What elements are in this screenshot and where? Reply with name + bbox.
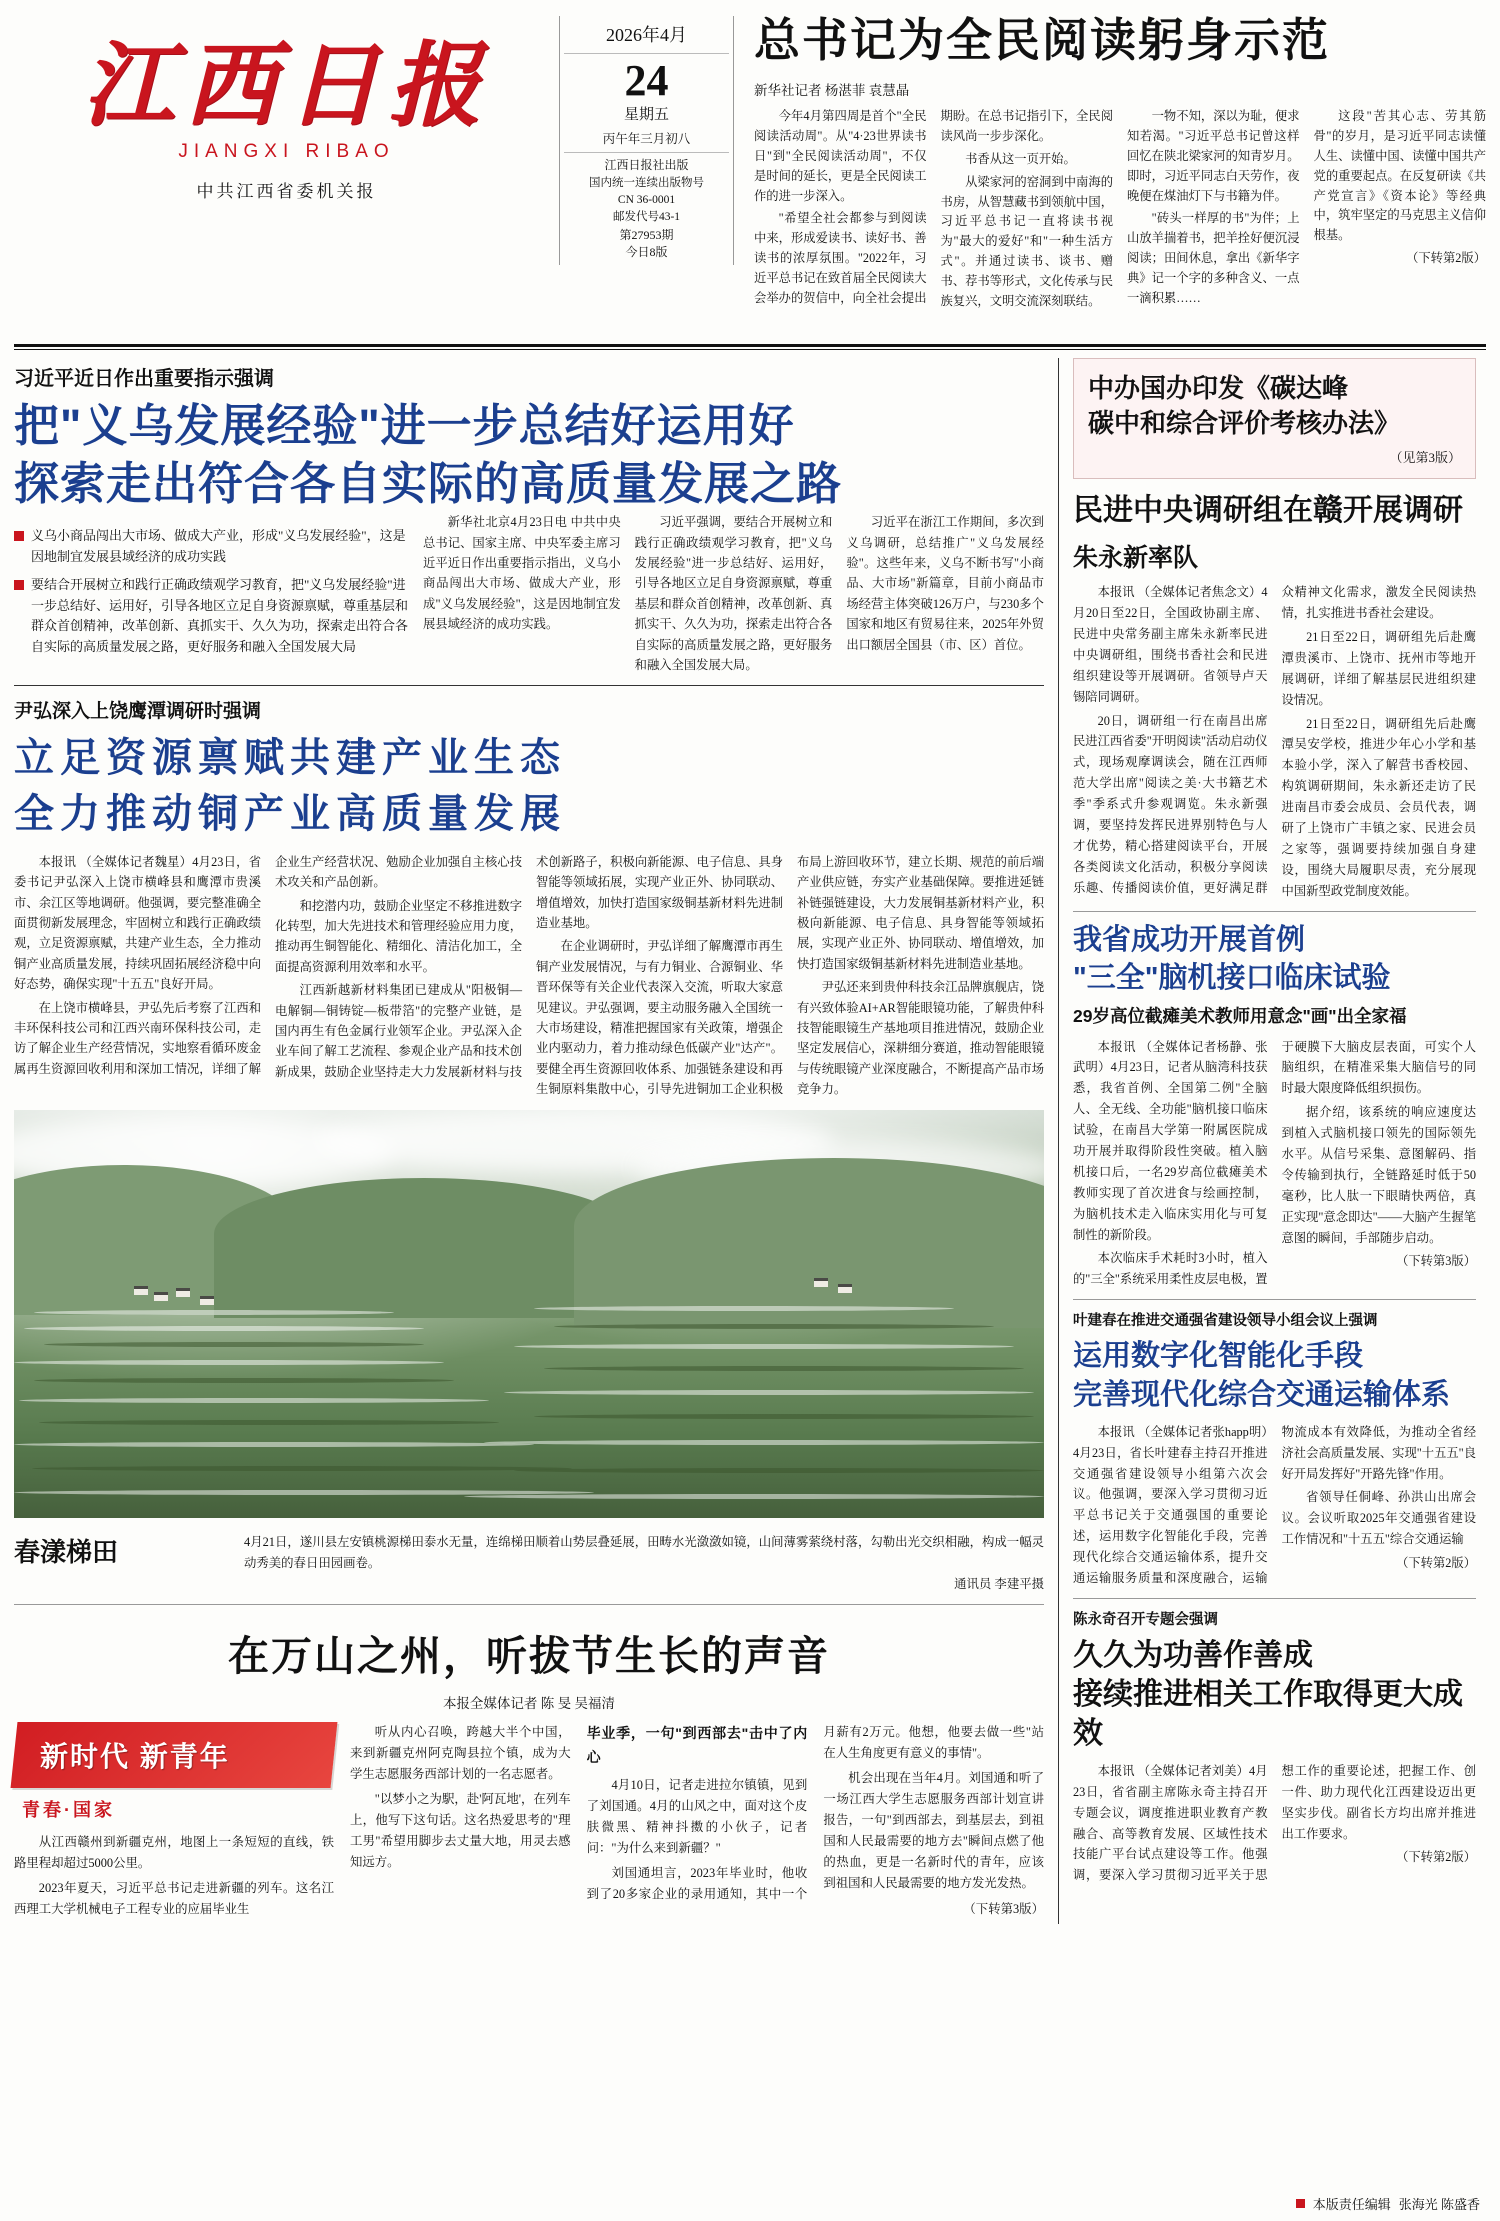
photo-caption-row — [14, 1532, 1044, 1595]
cn-code: CN 36-0001 — [617, 194, 676, 206]
lead-article — [734, 10, 1486, 312]
bullet-square-icon — [14, 531, 24, 541]
photo-terrace — [534, 1306, 954, 1311]
post-code — [564, 209, 729, 226]
masthead-rule-thin — [14, 349, 1486, 350]
date-lunar: 丙午年三月初八 — [564, 130, 729, 153]
feature-jump-ref: （下转第3版） — [963, 1901, 1044, 1916]
date-weekday: 星期五 — [623, 107, 669, 124]
article2-para: 江西新越新材料集团已建成从"阳极铜—电解铜—铜铸锭—板带箔"的完整产业链，是国内再生有色金属行业领军企业。尹弘深入企业车间了解工艺流程、参观企业产品和技术创新成果，鼓励企业坚持走大力发展新材料与技术创新路子，积极向新能源、电子信息、具身智能等领域拓展，实现产业正外、协同联动、增值增效，加快打造国家级铜基新材料先进制造业基地。 — [275, 854, 783, 1079]
photo-credit: 通讯员 李建平摄 — [954, 1576, 1044, 1591]
photo-terrace — [32, 1466, 572, 1471]
sidebar3-kicker: 叶建春在推进交通强省建设领导小组会议上强调 — [1073, 1313, 1378, 1330]
photo-caption-title-slot — [14, 1532, 244, 1595]
article1-para: 新华社北京4月23日电 中共中央总书记、国家主席、中央军委主席习近平近日作出重要指示指出，义乌小商品闯出大市场、做成大产业，形成"义乌发展经验"，这是因地制宜发展县域经济的成功实践。 — [423, 515, 621, 632]
boxed-notice — [1073, 358, 1476, 479]
footer-editors: 张海光 陈盛香 — [1398, 2197, 1480, 2212]
sidebar-divider-2 — [1073, 1299, 1476, 1300]
article2-para: 本报讯 （全媒体记者魏星）4月23日，省委书记尹弘深入上饶市横峰县和鹰潭市贵溪市、余江区等地调研。他强调，要完整准确全面贯彻新发展理念，牢固树立和践行正确政绩观，立足资源禀赋，共建产业生态，全力推动铜产业高质量发展，持续巩固拓展经济稳中向好态势，确保实现"十五五"良好开局。 — [14, 854, 261, 992]
feature-para: 4月10日，记者走进拉尔镇镇，见到了刘国通。4月的山风之中，面对这个皮肤微黑、精神抖擞的小伙子，记者问："为什么来到新疆？" — [586, 1777, 808, 1855]
footer-label: 本版责任编辑 — [1312, 2197, 1391, 2212]
masthead — [14, 10, 1486, 340]
sidebar4-body — [1073, 1761, 1476, 1886]
sidebar4-kicker: 陈永奇召开专题会强调 — [1073, 1611, 1218, 1628]
photo-village-house — [176, 1288, 190, 1297]
sidebar3-para: 省领导任侗峰、孙洪山出席会议。会议听取2025年交通强省建设工作情况和"十五五"综合交通运输 — [1281, 1490, 1476, 1547]
page-body — [14, 358, 1486, 1924]
photo-caption-title: 春漾梯田 — [14, 1536, 119, 1567]
photo-hill — [214, 1178, 634, 1318]
photo-terrace — [34, 1378, 454, 1383]
photo-terrace — [464, 1494, 1044, 1499]
lead-para: "砖头一样厚的书"为伴；上山放羊揣着书，把羊拴好便沉浸阅读；田间休息，拿出《新华字典》记一个字的多种含义、一点一滴积累…… — [1127, 211, 1300, 306]
article2-body — [14, 852, 1044, 1100]
photo-terrace — [14, 1442, 534, 1447]
photo-terrace — [19, 1398, 489, 1403]
article1-para: 习近平强调，要结合开展树立和践行正确政绩观学习教育，把"义乌发展经验"进一步总结好、运用好，引导各地区立足自身资源禀赋，尊重基层和群众首创精神，改革创新、真抓实干、久久为功，探索走出符合各自实际的高质量发展之路，更好服务和融入全国发展大局。 — [634, 515, 833, 673]
masthead-rule-thick — [14, 344, 1486, 347]
photo-terrace — [39, 1420, 499, 1425]
sidebar1-subhead: 朱永新率队 — [1073, 544, 1199, 573]
page-count: 今日8版 — [625, 244, 668, 259]
photo-block — [14, 1110, 1044, 1595]
bullet-text: 义乌小商品闯出大市场、做成大产业，形成"义乌发展经验"，这是因地制宜发展县域经济的成功实践 — [31, 528, 406, 564]
terrace-photo — [14, 1110, 1044, 1518]
article-yinhong-survey — [14, 696, 1044, 1099]
article-feature-xinjiang — [14, 1623, 1044, 1924]
post-label: 邮发代号 — [612, 211, 659, 224]
photo-terrace — [24, 1326, 424, 1331]
article2-para: 尹弘还来到贵仲科技余江品牌旗舰店，饶有兴致体验AI+AR智能眼镜功能，了解贵仲科技智能眼镜生产基地项目推进情况，鼓励企业坚定发展信心，深耕细分赛道，推动智能眼镜与传统眼镜产业深度融合，不断提高产品市场竞争力。 — [797, 980, 1044, 1097]
sidebar-article-3 — [1073, 1309, 1476, 1589]
sidebar1-para: 21日至22日，调研组先后赴鹰潭贵溪市、上饶市、抚州市等地开展调研，详细了解基层民进组织建设情况。 — [1281, 629, 1476, 707]
sidebar-article-4 — [1073, 1608, 1476, 1886]
photo-terrace — [554, 1324, 994, 1329]
sidebar2-body — [1073, 1037, 1476, 1291]
feature-para: 机会出现在当年4月。刘国通和听了一场江西大学生志愿服务西部计划宣讲报告，一句"到西部去，到基层去，到祖国和人民最需要的地方去"瞬间点燃了他的热血，更是一名新时代的青年，应该到祖国和人民最需要的地方发光发热。 — [823, 1771, 1044, 1891]
lead-para: "希望全社会都参与到阅读中来，形成爱读书、读好书、善读书的浓厚氛围。"2022年，习近平总书记在致首届全民阅读大会举办的贺信中，向全社会提出期盼。在总书记指引下，全民阅读风尚一步步深化。 — [754, 108, 1113, 306]
article2-para: 在企业调研时，尹弘详细了解鹰潭市再生铜产业发展情况，与有力铜业、合源铜业、华晋环保等有关企业代表深入交流，听取大家意见建议。尹弘强调，要主动服务融入全国统一大市场建设，精准把握国家有关政策，增强企业内驱动力，着力推动绿色低碳产业"达产"。要健全再生资源回收体系、加强链条建设和再生铜原料集散中心，引导先进铜加工企业积极布局上游回收环节，建立长期、规范的前后端产业供应链，夯实产业基础保障。要推进延链补链强链建设，大力发展铜基新材料产业，积极向新能源、电子信息、具身智能等领域拓展，实现产业正外、协同联动、增值增效，加快打造国家级铜基新材料先进制造业基地。 — [536, 854, 1044, 1097]
lead-headline: 总书记为全民阅读躬身示范 — [754, 14, 1330, 66]
boxed-page-ref: （见第3版） — [1389, 450, 1461, 466]
sidebar4-para: 本报讯 （全媒体记者刘美）4月23日，省省副主席陈永奇主持召开专题会议，调度推进职业教育产教融合、高等教育发展、区域性技术技能广平台试点建设等工作。他强调，要深入学习贯彻习近平关于思想工作的重要论述，把握工作、创一件、助力现代化江西建设迈出更坚实步伐。副省长方均出席并推进出工作要求。 — [1073, 1763, 1476, 1883]
sidebar1-para: 21日至22日，调研组先后赴鹰潭吴安学校，推进少年心小学和基本验小学，深入了解营书香校园、构筑调研期间，朱永新还走访了民进南昌市委会成员、会员代表，调研了上饶市广丰镇之家、民进会员之家等，强调要持续加强自身建设，围绕大局履职尽责，充分展现中国新型政党制度效能。 — [1281, 716, 1476, 898]
bullet-square-icon — [14, 580, 24, 590]
photo-caption-text: 4月21日，遂川县左安镇桃源梯田泰水无量，连绵梯田顺着山势层叠延展，田畴水光潋潋如镜，山间薄雾萦绕村落，勾勒出光交织相融，构成一幅灵动秀美的春日田园画卷。 — [244, 1534, 1044, 1570]
bullet-item — [14, 526, 409, 568]
lead-byline: 新华社记者 杨湛菲 袁慧晶 — [754, 82, 910, 98]
sidebar1-para: 本报讯 （全媒体记者焦念文）4月20日至22日，全国政协副主席、民进中央常务副主席朱永新率民进中央调研组，围绕书香社会和民进组织建设等开展调研。省领导卢天锡陪同调研。 — [1073, 585, 1268, 704]
sidebar1-body — [1073, 582, 1476, 901]
article-xi-instruction — [14, 362, 1044, 675]
sidebar4-jump-ref: （下转第2版） — [1396, 1850, 1476, 1865]
sidebar3-headline-1: 运用数字化智能化手段 — [1073, 1340, 1364, 1373]
date-day: 24 — [624, 56, 669, 106]
post-number: 43-1 — [658, 211, 681, 224]
feature-para: 刘国通坦言，2023年毕业时，他收到了20多家企业的录用通知，其中一个月薪有2万元。他想，他要去做一些"站在人生角度更有意义的事情"。 — [586, 1724, 1044, 1901]
sidebar2-para: 本报讯 （全媒体记者杨静、张武明）4月23日，记者从脑湾科技获悉，我省首例、全国第二例"全脑人、全无线、全功能"脑机接口临床试验，在南昌大学第一附属医院成功开展并取得阶段性突破。植入脑机接口后，一名29岁高位截瘫美术教师实现了首次进食与绘画控制，为脑机技术走入临床实用化与可复制性的新阶段。 — [1073, 1039, 1268, 1242]
paper-subtitle: 中共江西省委机关报 — [196, 181, 377, 201]
feature-para: 听从内心召唤，跨越大半个中国，来到新疆克州阿克陶县拉个镇，成为大学生志愿服务西部计划的一名志愿者。 — [350, 1724, 571, 1782]
divider-1 — [14, 685, 1044, 686]
sidebar2-headline-2: "三全"脑机接口临床试验 — [1073, 961, 1391, 994]
photo-village-house — [838, 1284, 852, 1293]
boxed-headline-2: 碳中和综合评价考核办法》 — [1088, 408, 1401, 439]
article1-headline-1: 把"义乌发展经验"进一步总结好运用好 — [14, 400, 795, 451]
feature-badge-body — [14, 1832, 334, 1920]
article1-kicker: 习近平近日作出重要指示强调 — [14, 368, 274, 390]
lead-body — [754, 107, 1486, 312]
divider-2 — [14, 1604, 1044, 1605]
article1-para: 习近平在浙江工作期间，多次到义乌调研，总结推广"义乌发展经验"。这些年来，义乌不断书写"小商品、大市场"新篇章，目前小商品市场经营主体突破126万户，与230多个国家和地区有贸易往来，2025年外贸出口额居全国县（市、区）首位。 — [846, 515, 1044, 652]
footer-square-icon — [1296, 2199, 1305, 2208]
photo-terrace — [44, 1342, 424, 1347]
serial-label: 国内统一连续出版物号 — [589, 176, 704, 189]
publisher: 江西日报社出版 — [604, 158, 689, 173]
main-column — [14, 358, 1044, 1924]
feature-para: 从江西赣州到新疆克州，地图上一条短短的直线，铁路里程却超过5000公里。 — [14, 1834, 334, 1870]
photo-terrace — [544, 1366, 1024, 1371]
feature-para: "以梦小之为駅，赴'阿瓦地'，在列车上，他写下这句话。这名热爱思考的"理工男"希望用脚步去丈量大地，用灵去感知远方。 — [350, 1792, 571, 1870]
sidebar2-jump-ref: （下转第3版） — [1396, 1254, 1476, 1269]
article1-body — [423, 512, 1044, 675]
series-badge-label: 新时代 新青年 — [40, 1740, 230, 1772]
bullet-text: 要结合开展树立和践行正确政绩观学习教育，把"义乌发展经验"进一步总结好、运用好，引导各地区立足自身资源禀赋，尊重基层和群众首创精神，改革创新、真抓实干、久久为功，探索走出符合各自实际的高质量发展之路，更好服务和融入全国发展大局 — [31, 576, 409, 655]
sidebar3-headline-2: 完善现代化综合交通运输体系 — [1073, 1378, 1451, 1411]
sidebar2-subhead: 29岁高位截瘫美术教师用意念"画"出全家福 — [1073, 1006, 1407, 1027]
photo-terrace — [484, 1440, 1044, 1445]
photo-caption-body — [244, 1532, 1044, 1595]
sidebar2-para: 据介绍，该系统的响应速度达到植入式脑机接口领先的国际领先水平。从信号采集、意图解码、指令传输到执行，全链路延时低于50毫秒，比人肽一下眼睛快两倍，真正实现"意念即达"——大脑产生握笔意图的瞬间，手部随步启动。 — [1281, 1105, 1476, 1245]
series-badge-sub: 青春·国家 — [22, 1799, 115, 1820]
article2-headline-1: 立足资源禀赋共建产业生态 — [14, 736, 566, 781]
photo-village-house — [814, 1278, 828, 1287]
sidebar1-para: 20日，调研组一行在南昌出席民进江西省委"开明阅读"活动启动仪式，现场观摩调读会，随在江西师范大学出席"阅读之美·大书籍艺术季"季系式升参观调览。朱永新强调，要坚持发挥民进界别特色与人才优势，精心搭建阅读平台，开展各类阅读文化活动，积极分享阅读乐趣、传播阅读价值，更好满足群众精神文化需求，激发全民阅读热情，扎实推进书香社会建设。 — [1073, 585, 1476, 895]
sidebar3-jump-ref: （下转第2版） — [1396, 1556, 1476, 1571]
article2-para: 和挖潜内功，鼓励企业坚定不移推进数字化转型，加大先进技术和管理经验应用力度，推动再生铜智能化、精细化、清洁化加工，全面提高资源利用效率和水平。 — [275, 898, 522, 974]
feature-subhead: 毕业季，一句"到西部去"击中了内心 — [586, 1724, 808, 1765]
lead-para: 今年4月第四周是首个"全民阅读活动周"。从"4·23世界读书日"到"全民阅读活动周"，不仅是时间的延长，更是全民阅读工作的进一步深入。 — [754, 108, 927, 203]
paper-title-cn: 江西日报 — [82, 35, 491, 137]
feature-body — [350, 1722, 1044, 1924]
sidebar3-para: 本报讯 （全媒体记者张happ明）4月23日，省长叶建春主持召开推进交通强省建设领导小组第六次会议。他强调，要深入学习贯彻习近平总书记关于交通强国的重要论述，运用数字化智能化手段，完善现代化综合交通运输体系，提升交通运输服务质量和深度融合，运输物流成本有效降低，为推动全省经济社会高质量发展、实现"十五五"良好开局发挥好"开路先锋"作用。 — [1073, 1424, 1476, 1586]
sidebar-divider-3 — [1073, 1598, 1476, 1599]
sidebar4-headline-2: 接续推进相关工作取得更大成效 — [1073, 1677, 1463, 1750]
page-footer — [1296, 2194, 1480, 2213]
article2-para: 在上饶市横峰县，尹弘先后考察了江西和丰环保科技公司和江西兴南环保科技公司，走访了解企业生产经营情况，实地察看循环废金属再生资源回收利用和深加工情况，详细了解企业生产经营状况、勉励企业加强自主核心技术攻关和产品创新。 — [14, 854, 522, 1076]
photo-terrace — [504, 1390, 1034, 1395]
photo-terrace — [14, 1360, 444, 1365]
paper-title-en: JIANGXI RIBAO — [178, 140, 395, 162]
photo-terrace — [514, 1468, 1044, 1473]
article1-bullets — [14, 512, 409, 675]
article1-headline-2: 探索走出符合各自实际的高质量发展之路 — [14, 457, 843, 509]
sidebar2-para: 本次临床手术耗时3小时，植入的"三全"系统采用柔性皮层电极，置于硬膜下大脑皮层表面，可实个人脑组织，在精准采集大脑信号的同时最大限度降低组织损伤。 — [1073, 1039, 1476, 1287]
sidebar4-headline-1: 久久为功善作善成 — [1073, 1638, 1313, 1672]
article2-headline-2: 全力推动铜产业高质量发展 — [14, 791, 566, 836]
masthead-dateblock — [559, 16, 734, 265]
feature-byline: 本报全媒体记者 陈 旻 吴福清 — [442, 1695, 616, 1711]
photo-terrace — [34, 1310, 394, 1315]
lead-para: 这段"苦其心志、劳其筋骨"的岁月，是习近平同志读懂人生、读懂中国、读懂中国共产党的重要起点。在反复研读《共产党宣言》《资本论》等经典中，筑牢坚定的马克思主义信仰根基。 — [1313, 108, 1486, 243]
article2-kicker: 尹弘深入上饶鹰潭调研时强调 — [14, 701, 262, 723]
boxed-headline-1: 中办国办印发《碳达峰 — [1088, 373, 1349, 403]
sidebar-article-2 — [1073, 921, 1476, 1291]
photo-terrace — [514, 1344, 1014, 1349]
feature-badge-column — [14, 1722, 334, 1924]
photo-terrace — [14, 1490, 594, 1495]
photo-village-house — [200, 1296, 214, 1305]
lead-para: 从梁家河的窑洞到中南海的书房，从智慧藏书到领航中国，习近平总书记一直将读书视为"最大的爱好"和"一种生活方式"。并通过读书、谈书、赠书、荐书等形式，文化传承与民族复兴，文明交流深刻联结。 — [940, 174, 1113, 309]
photo-hill — [574, 1158, 1044, 1328]
masthead-logo — [14, 10, 559, 202]
lead-para: 书香从这一页开始。 — [965, 151, 1076, 166]
photo-terrace — [534, 1414, 1034, 1419]
feature-para: 2023年夏天，习近平总书记走进新疆的列车。这名江西理工大学机械电子工程专业的应届毕业生 — [14, 1881, 334, 1917]
photo-village-house — [134, 1286, 148, 1295]
issue-number: 第27953期 — [619, 227, 674, 242]
lead-para: 一物不知，深以为耻，便求知若渴。"习近平总书记曾这样回忆在陕北梁家河的知青岁月。即时，习近平同志白天劳作，夜晚便在煤油灯下与书籍为伴。 — [1127, 108, 1300, 203]
photo-village-house — [154, 1292, 168, 1301]
sidebar1-headline: 民进中央调研组在赣开展调研 — [1073, 494, 1463, 528]
feature-headline: 在万山之州，听拔节生长的声音 — [228, 1632, 830, 1679]
lead-jump-ref: （下转第2版） — [1406, 251, 1486, 266]
bullet-item — [14, 575, 409, 658]
sidebar-article-1 — [1073, 491, 1476, 901]
sidebar2-headline-1: 我省成功开展首例 — [1073, 923, 1306, 956]
series-badge — [11, 1722, 338, 1788]
sidebar-column — [1058, 358, 1476, 1924]
sidebar3-body — [1073, 1422, 1476, 1589]
sidebar-divider-1 — [1073, 911, 1476, 912]
date-year-month: 2026年4月 — [564, 22, 729, 54]
